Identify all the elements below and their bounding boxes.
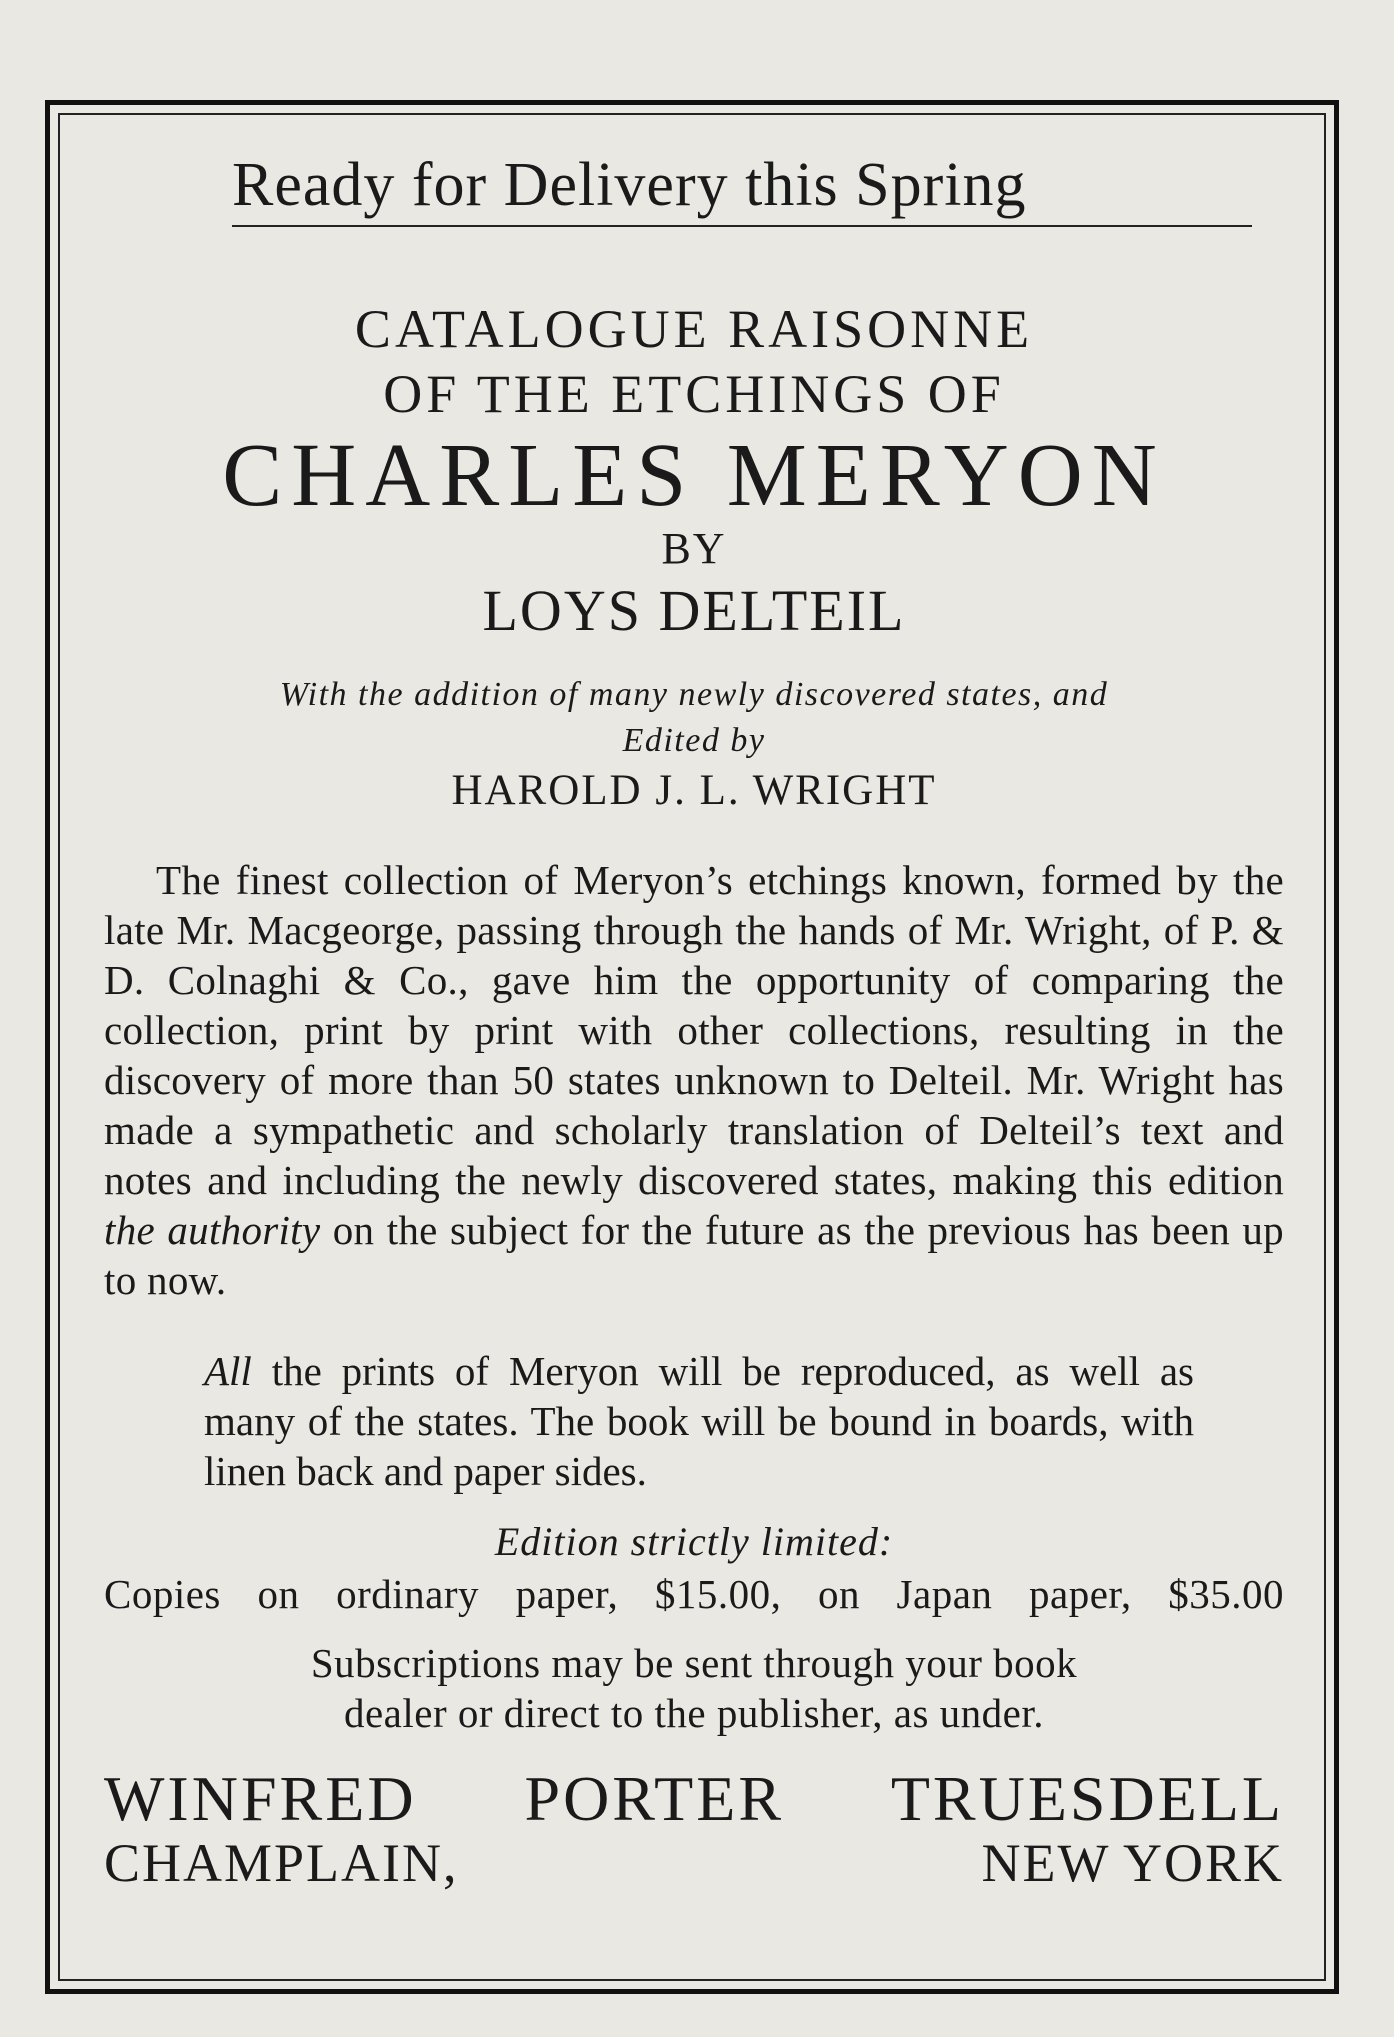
subscriptions-line-1: Subscriptions may be sent through your book: [310, 1639, 1078, 1686]
subject-name: CHARLES MERYON: [222, 425, 1166, 525]
publisher-state: NEW YORK: [981, 1833, 1284, 1893]
editor-name: HAROLD J. L. WRIGHT: [451, 766, 937, 814]
publisher-name: WINFRED PORTER TRUESDELL: [104, 1762, 1284, 1834]
publisher-location: [104, 1834, 1284, 1893]
addition-note: With the addition of many newly discovered states, and: [279, 675, 1109, 713]
by-label: BY: [661, 524, 727, 574]
description-emphasis: the authority: [104, 1207, 321, 1254]
author-name: LOYS DELTEIL: [482, 578, 906, 644]
title-line-2: OF THE ETCHINGS OF: [383, 364, 1005, 425]
reproduction-text: the prints of Meryon will be reproduced, as well as many of the states. The book will be bound in boards, with linen back and paper sides.: [204, 1348, 1195, 1495]
edition-note: Edition strictly limited:: [494, 1519, 894, 1565]
edited-by-label: Edited by: [622, 721, 766, 759]
description-paragraph: [104, 855, 1284, 1305]
publisher-city: CHAMPLAIN,: [104, 1833, 459, 1893]
title-line-1: CATALOGUE RAISONNE: [354, 299, 1034, 360]
ad-content: [104, 150, 1284, 1893]
reproduction-paragraph: [204, 1346, 1194, 1496]
description-part-1: The finest collection of Meryon’s etchings known, formed by the late Mr. Macgeorge, passing through the hands of Mr. Wright, of P. & D. Colnaghi & Co., gave him the opportunity of comparing the collection, print by print with other collections, resulting in the discovery of more than 50 states unknown to Delteil. Mr. Wright has made a sympathetic and scholarly translation of Delteil’s text and notes and including the newly discovered states, making this edition: [104, 857, 1284, 1204]
copies-pricing: Copies on ordinary paper, $15.00, on Japan paper, $35.00: [104, 1571, 1284, 1618]
subscriptions-line-2: dealer or direct to the publisher, as under.: [343, 1689, 1045, 1736]
description-part-2: on the subject for the future as the previous has been up to now.: [104, 1207, 1284, 1304]
headline-block: [232, 150, 1252, 227]
reproduction-emphasis: All: [204, 1348, 252, 1395]
headline: Ready for Delivery this Spring: [232, 151, 1027, 219]
